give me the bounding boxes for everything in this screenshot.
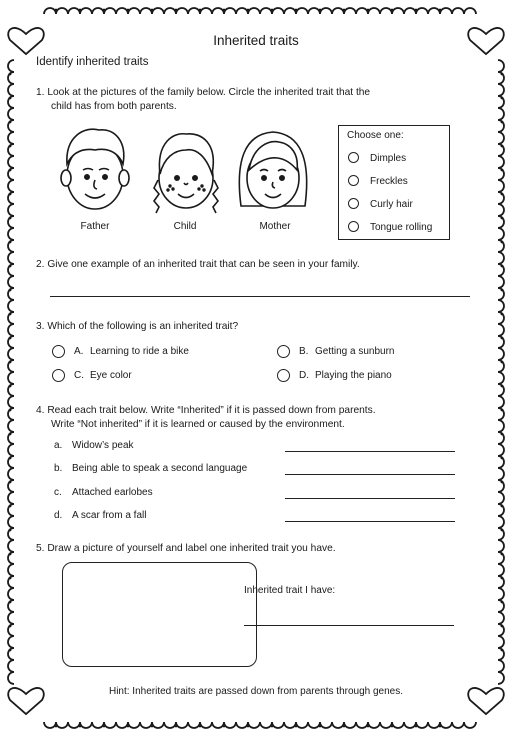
- face-label-child: Child: [173, 221, 197, 232]
- question-3-text: 3. Which of the following is an inherited trait?: [36, 321, 239, 332]
- child-face-icon: [154, 134, 218, 213]
- father-face-icon: [61, 129, 129, 209]
- trait-letter-a: a.: [54, 440, 63, 451]
- option-label-freckles: Freckles: [370, 176, 408, 187]
- option-letter-a: A.: [74, 346, 84, 357]
- option-label-a: Learning to ride a bike: [90, 346, 189, 357]
- option-label-b: Getting a sunburn: [315, 346, 395, 357]
- option-label-d: Playing the piano: [315, 370, 392, 381]
- page-title: Inherited traits: [213, 33, 299, 48]
- face-label-father: Father: [80, 221, 110, 232]
- hint-text: Hint: Inherited traits are passed down from parents through genes.: [108, 686, 404, 697]
- question-5-text: 5. Draw a picture of yourself and label one inherited trait you have.: [36, 543, 336, 554]
- option-label-c: Eye color: [90, 370, 132, 381]
- drawing-box[interactable]: [62, 562, 257, 667]
- option-radio-freckles[interactable]: [348, 175, 359, 186]
- question-1-line-2: child has from both parents.: [51, 101, 177, 112]
- trait-letter-c: c.: [54, 487, 62, 498]
- option-label-tongue-rolling: Tongue rolling: [370, 222, 433, 233]
- answer-line-q2[interactable]: [50, 296, 470, 297]
- question-1-line-1: 1. Look at the pictures of the family below. Circle the inherited trait that the: [36, 87, 371, 98]
- trait-label-second-language: Being able to speak a second language: [72, 463, 248, 474]
- question-4-line-2: Write “Not inherited” if it is learned or caused by the environment.: [51, 419, 345, 430]
- option-label-dimples: Dimples: [370, 153, 407, 164]
- trait-letter-d: d.: [54, 510, 63, 521]
- option-radio-a[interactable]: [52, 345, 65, 358]
- option-radio-d[interactable]: [277, 369, 290, 382]
- option-letter-d: D.: [299, 370, 309, 381]
- option-radio-c[interactable]: [52, 369, 65, 382]
- answer-line-4d[interactable]: [285, 521, 455, 522]
- option-radio-dimples[interactable]: [348, 152, 359, 163]
- choose-one-title: Choose one:: [347, 130, 404, 141]
- option-label-curly-hair: Curly hair: [370, 199, 413, 210]
- answer-line-4c[interactable]: [285, 498, 455, 499]
- option-letter-b: B.: [299, 346, 309, 357]
- trait-label-widows-peak: Widow’s peak: [72, 440, 134, 451]
- family-faces: [55, 120, 325, 220]
- option-radio-tongue-rolling[interactable]: [348, 221, 359, 232]
- question-4-line-1: 4. Read each trait below. Write “Inherited” if it is passed down from parents.: [36, 405, 376, 416]
- option-radio-b[interactable]: [277, 345, 290, 358]
- worksheet-subtitle: Identify inherited traits: [36, 56, 149, 68]
- answer-line-q5[interactable]: [244, 625, 454, 626]
- face-label-mother: Mother: [259, 221, 291, 232]
- trait-letter-b: b.: [54, 463, 63, 474]
- inherited-trait-label: Inherited trait I have:: [244, 585, 336, 596]
- question-2-text: 2. Give one example of an inherited trait that can be seen in your family.: [36, 259, 360, 270]
- option-letter-c: C.: [74, 370, 84, 381]
- mother-face-icon: [239, 132, 306, 208]
- trait-label-attached-earlobes: Attached earlobes: [72, 487, 153, 498]
- answer-line-4a[interactable]: [285, 451, 455, 452]
- trait-label-scar: A scar from a fall: [72, 510, 147, 521]
- answer-line-4b[interactable]: [285, 474, 455, 475]
- option-radio-curly-hair[interactable]: [348, 198, 359, 209]
